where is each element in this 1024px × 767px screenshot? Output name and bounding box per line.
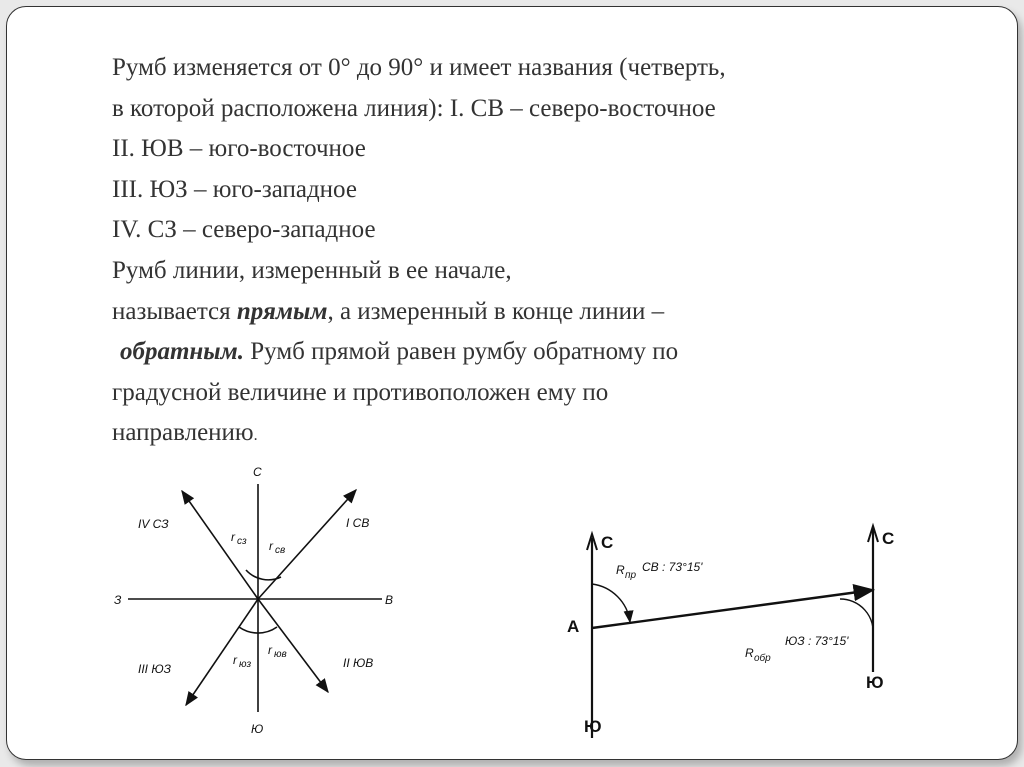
direct-reverse-diagram — [587, 526, 878, 738]
r-subscript: св — [275, 545, 286, 556]
text-segment: Румб прямой равен румбу обратному по — [244, 338, 679, 366]
r-letter: R — [616, 563, 625, 577]
text-line-3: II. ЮВ – юго-восточное — [112, 135, 366, 163]
text-line-4: III. ЮЗ – юго-западное — [112, 175, 357, 203]
text-line-2: в которой расположена линия): I. СВ – северо-восточное — [112, 94, 716, 122]
label-quadrant-3: III ЮЗ — [138, 662, 171, 676]
r-letter: r — [269, 539, 273, 553]
label-r-yz — [233, 653, 252, 670]
r-subscript: обр — [754, 653, 771, 664]
text-segment: направлению — [112, 419, 254, 447]
rhumb-value: СВ : 73°15' — [642, 560, 703, 574]
text-segment: . — [253, 427, 258, 445]
label-left-north: С — [601, 533, 614, 552]
label-quadrant-4: IV СЗ — [138, 517, 169, 531]
arc-reverse-rhumb — [840, 599, 873, 636]
text-line-1: Румб изменяется от 0° до 90° и имеет названия (четверть, — [112, 54, 726, 81]
r-subscript: пр — [625, 570, 637, 581]
label-reverse-rhumb — [745, 634, 849, 664]
r-letter: r — [233, 653, 237, 667]
label-east: В — [385, 593, 394, 607]
text-segment: называется — [112, 297, 237, 325]
r-letter: r — [231, 530, 235, 544]
label-west: З — [114, 593, 122, 607]
label-r-yv — [268, 643, 287, 660]
text-segment: , а измеренный в конце линии – — [327, 297, 665, 325]
text-line-5: IV. СЗ – северо-западное — [112, 216, 376, 244]
arc-north — [246, 570, 281, 580]
label-direct-rhumb — [616, 560, 703, 581]
rhumb-value: ЮЗ : 73°15' — [785, 634, 849, 648]
label-r-sv — [269, 539, 285, 556]
term-reverse: обратным. — [120, 338, 245, 366]
arc-direct-rhumb — [592, 584, 630, 622]
text-line-9: градусной величине и противоположен ему по — [112, 378, 609, 406]
label-r-sz — [231, 530, 247, 547]
label-north: С — [253, 465, 262, 479]
label-quadrant-1: I СВ — [346, 516, 370, 530]
label-right-south: Ю — [866, 673, 884, 692]
term-direct: прямым — [236, 297, 328, 325]
label-left-south: Ю — [584, 717, 602, 736]
r-letter: r — [268, 643, 272, 657]
r-subscript: юз — [239, 659, 252, 670]
r-letter: R — [745, 646, 754, 660]
label-point-a: А — [567, 617, 580, 636]
r-subscript: сз — [237, 536, 247, 547]
label-quadrant-2: II ЮВ — [343, 656, 374, 670]
r-subscript: юв — [274, 649, 287, 660]
line-sw — [186, 599, 258, 705]
line-a-to-b — [592, 590, 873, 628]
label-south: Ю — [251, 722, 264, 736]
label-right-north: С — [882, 529, 895, 548]
text-line-6: Румб линии, измеренный в ее начале, — [112, 256, 512, 284]
